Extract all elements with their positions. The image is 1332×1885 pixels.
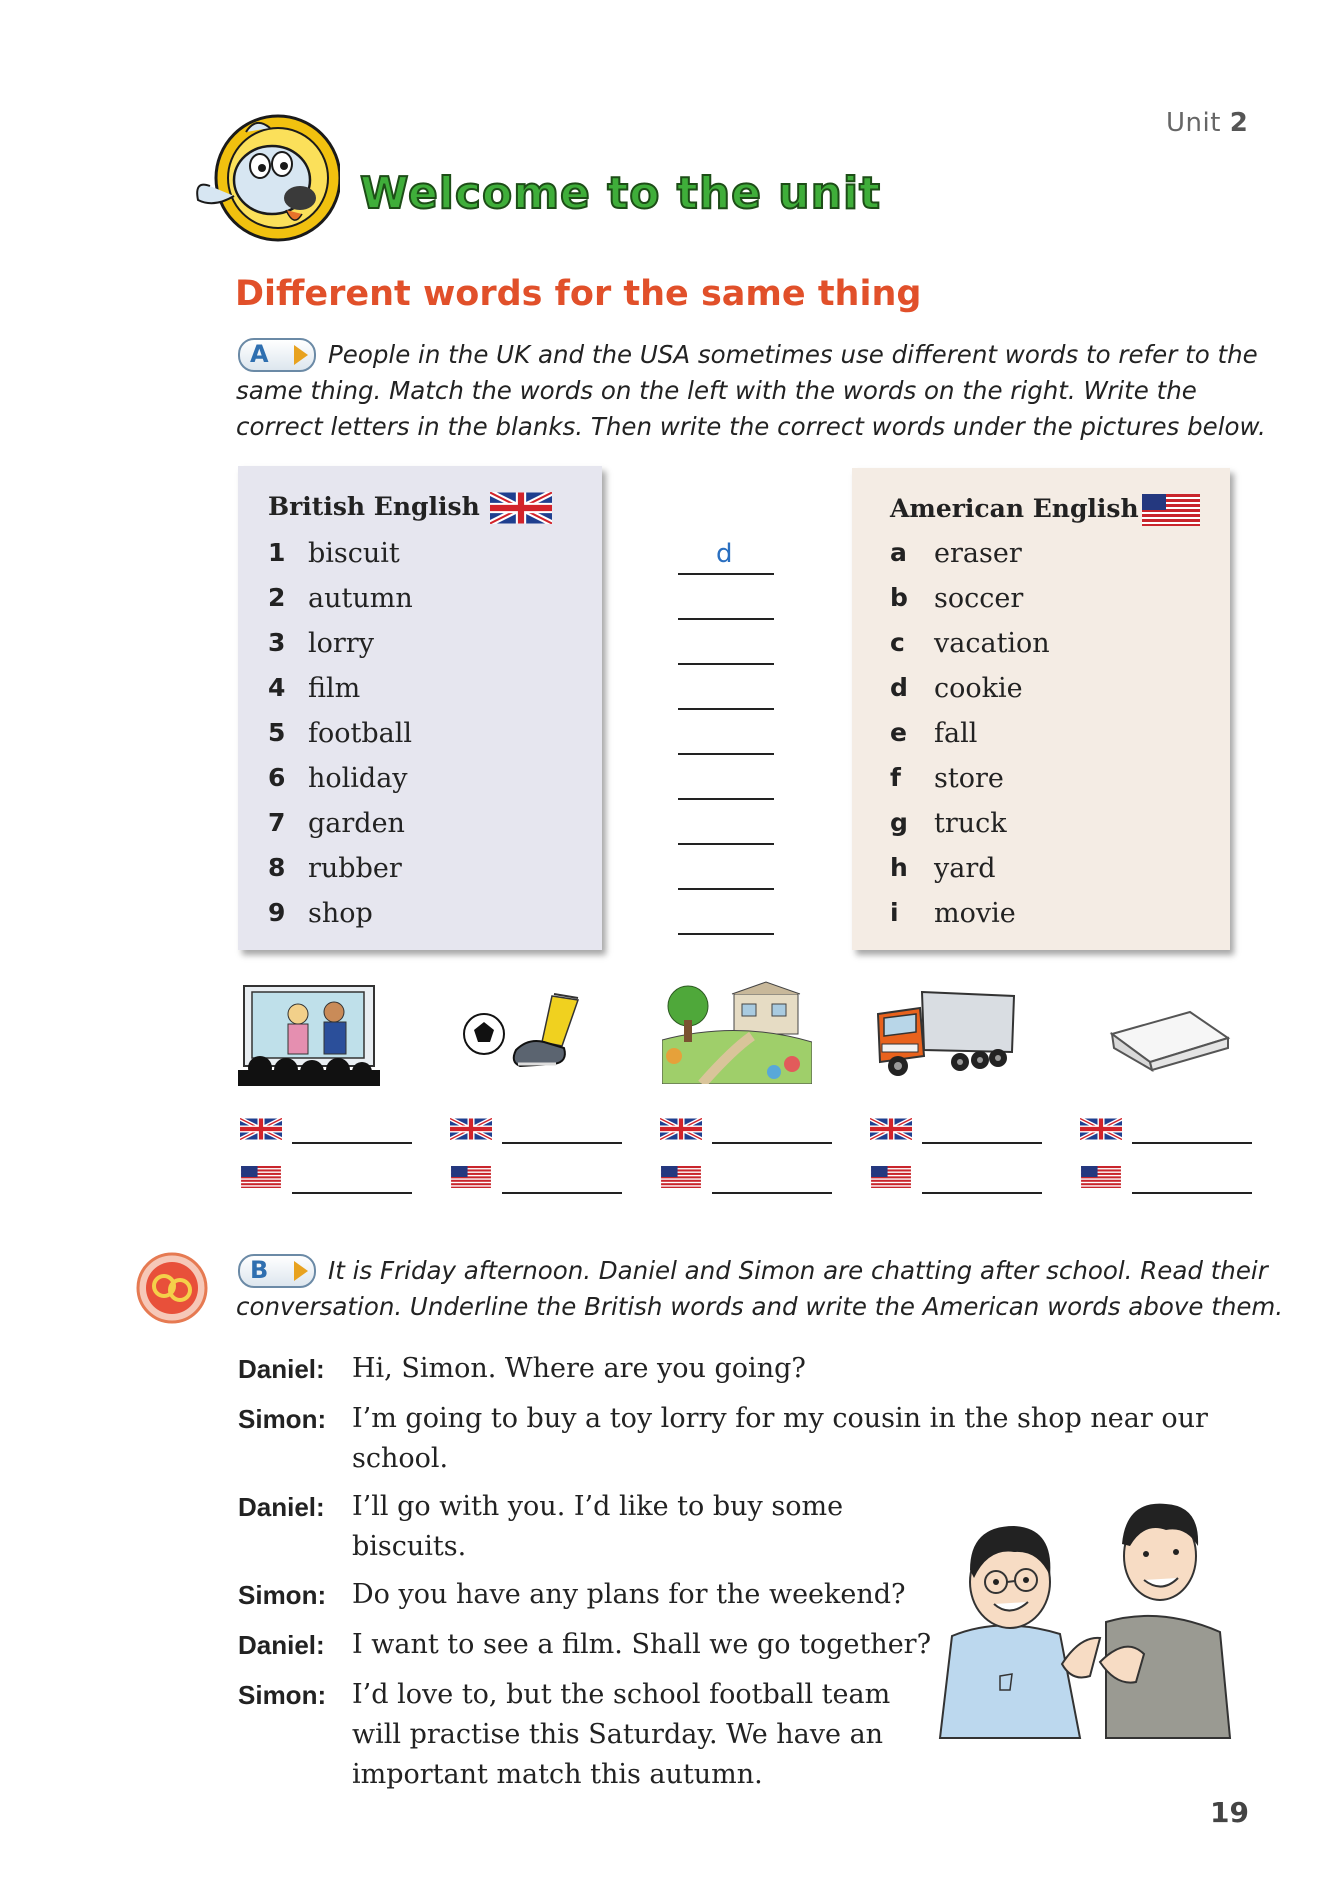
dialogue-line: I’m going to buy a toy lorry for my cousin in the shop near our xyxy=(352,1403,1208,1434)
uk-flag-icon xyxy=(1080,1118,1122,1140)
dialogue-line: important match this autumn. xyxy=(352,1759,763,1790)
picture-5-british-line[interactable] xyxy=(1132,1122,1252,1144)
task-b-instruction-line-2: conversation. Underline the British words and write the American words above them. xyxy=(236,1292,1284,1321)
dialogue-line: school. xyxy=(352,1443,449,1474)
uk-flag-icon xyxy=(450,1118,492,1140)
dialogue-line: I want to see a film. Shall we go together? xyxy=(352,1629,932,1660)
answer-blank-9[interactable] xyxy=(678,903,774,935)
task-b-badge xyxy=(238,1254,316,1288)
cinema-picture xyxy=(238,982,380,1086)
picture-3-british-line[interactable] xyxy=(712,1122,832,1144)
uk-flag-icon xyxy=(870,1118,912,1140)
mascot-dog-icon xyxy=(190,110,340,250)
answer-blank-7[interactable] xyxy=(678,813,774,845)
american-english-heading: American English xyxy=(890,494,1139,523)
us-flag-icon xyxy=(1080,1166,1122,1188)
dialogue-line: Do you have any plans for the weekend? xyxy=(352,1579,906,1610)
picture-2-american-line[interactable] xyxy=(502,1172,622,1194)
speaker-simon: Simon: xyxy=(238,1580,327,1610)
task-a-instruction-line-3: correct letters in the blanks. Then write the correct words under the pictures below. xyxy=(236,412,1266,441)
speaker-daniel: Daniel: xyxy=(238,1630,325,1660)
answer-blank-2[interactable] xyxy=(678,588,774,620)
us-flag-icon xyxy=(870,1166,912,1188)
eraser-picture xyxy=(1106,1008,1234,1072)
truck-picture xyxy=(872,986,1020,1082)
answer-blank-1[interactable] xyxy=(678,539,774,575)
boys-chatting-picture xyxy=(930,1486,1240,1746)
us-flag-icon xyxy=(240,1166,282,1188)
american-english-panel: American English a eraser b soccer c vacation d cookie e fall f store g truck h yard i movie xyxy=(852,468,1230,950)
unit-number: 2 xyxy=(1229,108,1249,138)
answer-blank-4[interactable] xyxy=(678,678,774,710)
conversation-icon xyxy=(134,1250,210,1326)
british-english-heading: British English xyxy=(268,492,480,521)
uk-flag-icon xyxy=(660,1118,702,1140)
picture-4-american-line[interactable] xyxy=(922,1172,1042,1194)
task-a-instruction-line-2: same thing. Match the words on the left with the words on the right. Write the xyxy=(236,376,1197,405)
picture-5-american-line[interactable] xyxy=(1132,1172,1252,1194)
british-english-panel: British English 1 biscuit 2 autumn 3 lorry 4 film 5 football 6 holiday 7 garden 8 rubber 9 shop xyxy=(238,466,602,950)
uk-flag-icon xyxy=(240,1118,282,1140)
task-b-letter: B xyxy=(250,1256,269,1284)
task-a-badge xyxy=(238,338,316,372)
answer-blank-6[interactable] xyxy=(678,768,774,800)
football-picture xyxy=(458,990,588,1080)
answer-blank-5[interactable] xyxy=(678,723,774,755)
dialogue-line: will practise this Saturday. We have an xyxy=(352,1719,884,1750)
us-flag-icon xyxy=(660,1166,702,1188)
picture-2-british-line[interactable] xyxy=(502,1122,622,1144)
dialogue-line: I’ll go with you. I’d like to buy some xyxy=(352,1491,844,1522)
play-arrow-icon xyxy=(294,1261,308,1281)
dialogue-line: I’d love to, but the school football team xyxy=(352,1679,891,1710)
dialogue-line: Hi, Simon. Where are you going? xyxy=(352,1353,806,1384)
picture-1-british-line[interactable] xyxy=(292,1122,412,1144)
uk-flag-icon xyxy=(490,492,552,524)
speaker-simon: Simon: xyxy=(238,1404,327,1434)
us-flag-icon xyxy=(450,1166,492,1188)
picture-1-american-line[interactable] xyxy=(292,1172,412,1194)
task-b-instruction-line-1: It is Friday afternoon. Daniel and Simon are chatting after school. Read their xyxy=(328,1256,1268,1285)
unit-label xyxy=(1166,108,1248,138)
welcome-title: Welcome to the unit xyxy=(360,168,882,219)
section-title: Different words for the same thing xyxy=(235,274,922,314)
answer-1-text: d xyxy=(716,539,733,569)
picture-3-american-line[interactable] xyxy=(712,1172,832,1194)
speaker-daniel: Daniel: xyxy=(238,1492,325,1522)
page-number: 19 xyxy=(1210,1796,1249,1829)
answer-blank-8[interactable] xyxy=(678,858,774,890)
dialogue-line: biscuits. xyxy=(352,1531,467,1562)
play-arrow-icon xyxy=(294,345,308,365)
task-a-instruction-line-1: People in the UK and the USA sometimes use different words to refer to the xyxy=(328,340,1258,369)
answer-blank-3[interactable] xyxy=(678,633,774,665)
speaker-simon: Simon: xyxy=(238,1680,327,1710)
unit-word: Unit xyxy=(1166,108,1221,138)
picture-4-british-line[interactable] xyxy=(922,1122,1042,1144)
speaker-daniel: Daniel: xyxy=(238,1354,325,1384)
us-flag-icon xyxy=(1142,494,1200,526)
task-a-letter: A xyxy=(250,340,269,368)
garden-picture xyxy=(662,980,812,1084)
